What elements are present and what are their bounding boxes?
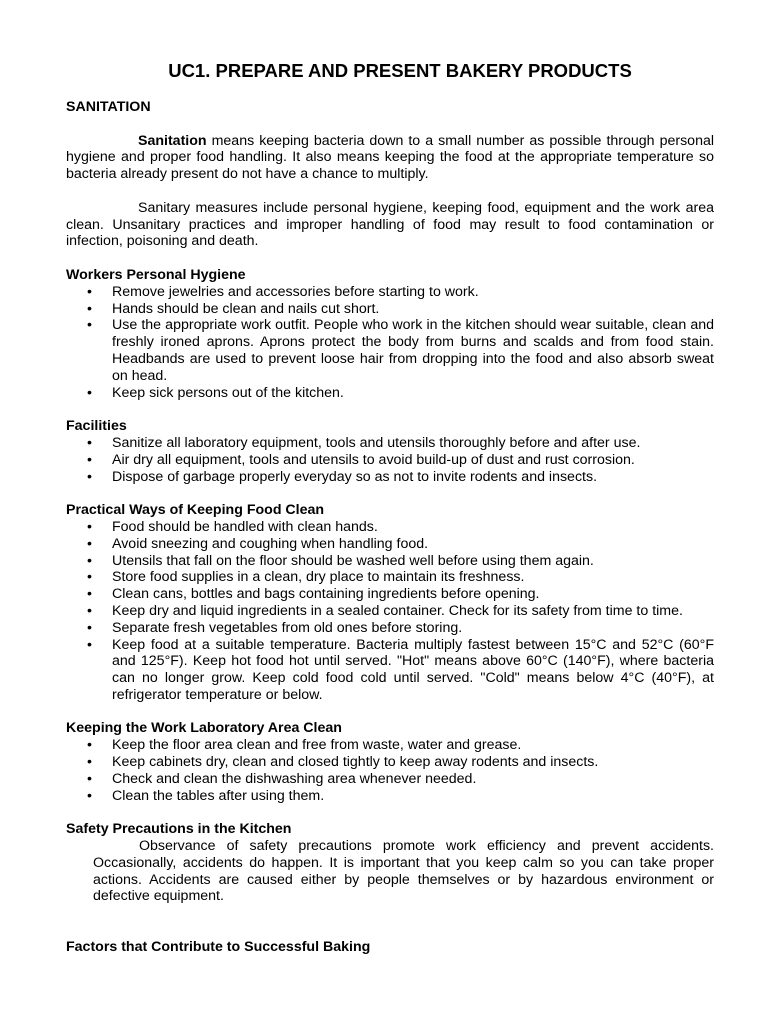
page-title: UC1. PREPARE AND PRESENT BAKERY PRODUCTS <box>168 60 632 81</box>
list-item: • Separate fresh vegetables from old ones before storing. <box>66 620 714 637</box>
section-heading-factors: Factors that Contribute to Successful Baking <box>66 938 371 955</box>
list-item: • Check and clean the dishwashing area whenever needed. <box>66 771 714 788</box>
sanitation-paragraph-2: Sanitary measures include personal hygiene, keeping food, equipment and the work area clean. Unsanitary practices and improper handling of food may result to food contamination or infection, poisoning and death. <box>66 199 714 250</box>
list-item: • Air dry all equipment, tools and utensils to avoid build-up of dust and rust corrosion. <box>66 452 714 469</box>
list-item: • Food should be handled with clean hands. <box>66 519 714 536</box>
practical-list <box>66 519 714 704</box>
list-item: • Keep cabinets dry, clean and closed tightly to keep away rodents and insects. <box>66 754 714 771</box>
section-heading-facilities: Facilities <box>66 418 127 435</box>
list-item: • Hands should be clean and nails cut short. <box>66 301 714 318</box>
section-heading-practical: Practical Ways of Keeping Food Clean <box>66 502 325 519</box>
list-item: • Remove jewelries and accessories before starting to work. <box>66 284 714 301</box>
list-item: • Keep the floor area clean and free from waste, water and grease. <box>66 737 714 754</box>
safety-block <box>66 838 714 905</box>
section-heading-hygiene: Workers Personal Hygiene <box>66 266 246 283</box>
section-heading-safety: Safety Precautions in the Kitchen <box>66 821 292 838</box>
list-item: • Use the appropriate work outfit. People who work in the kitchen should wear suitable, clean and freshly ironed aprons. Aprons protect the body from burns and scalds and from food stain. Headbands are used to prevent loose hair from dropping into the food and also absorb sweat on head. <box>66 317 714 384</box>
list-item: • Keep dry and liquid ingredients in a sealed container. Check for its safety from time to time. <box>66 603 714 620</box>
list-item: • Sanitize all laboratory equipment, tools and utensils thoroughly before and after use. <box>66 435 714 452</box>
list-item: • Dispose of garbage properly everyday so as not to invite rodents and insects. <box>66 469 714 486</box>
list-item: • Keep sick persons out of the kitchen. <box>66 385 714 402</box>
section-heading-laboratory: Keeping the Work Laboratory Area Clean <box>66 720 342 737</box>
list-item: • Clean cans, bottles and bags containing ingredients before opening. <box>66 586 714 603</box>
list-item: • Avoid sneezing and coughing when handling food. <box>66 536 714 553</box>
list-item: • Clean the tables after using them. <box>66 788 714 805</box>
hygiene-list <box>66 284 714 402</box>
facilities-list <box>66 435 714 485</box>
laboratory-list <box>66 737 714 804</box>
safety-paragraph: Observance of safety precautions promote work efficiency and prevent accidents. Occasionally, accidents do happen. It is important that you keep calm so you can take proper actions. Accidents are caused either by people themselves or by hazardous environment or defective equipment. <box>93 838 714 905</box>
section-heading-sanitation: SANITATION <box>66 99 151 115</box>
sanitation-paragraph-1 <box>66 133 714 183</box>
list-item: • Utensils that fall on the floor should be washed well before using them again. <box>66 553 714 570</box>
sanitation-term: Sanitation <box>138 132 207 149</box>
sanitation-definition: means keeping bacteria down to a small number as possible through personal hygiene and proper food handling. It also means keeping the food at the appropriate temperature so bacteria already present do not have a chance to multiply. <box>66 132 714 183</box>
list-item: • Keep food at a suitable temperature. Bacteria multiply fastest between 15°C and 52°C (60°F and 125°F). Keep hot food hot until served. "Hot" means above 60°C (140°F), where bacteria can no longer grow. Keep cold food cold until served. "Cold" means below 4°C (40°F), at refrigerator temperature or below. <box>66 637 714 704</box>
list-item: • Store food supplies in a clean, dry place to maintain its freshness. <box>66 569 714 586</box>
